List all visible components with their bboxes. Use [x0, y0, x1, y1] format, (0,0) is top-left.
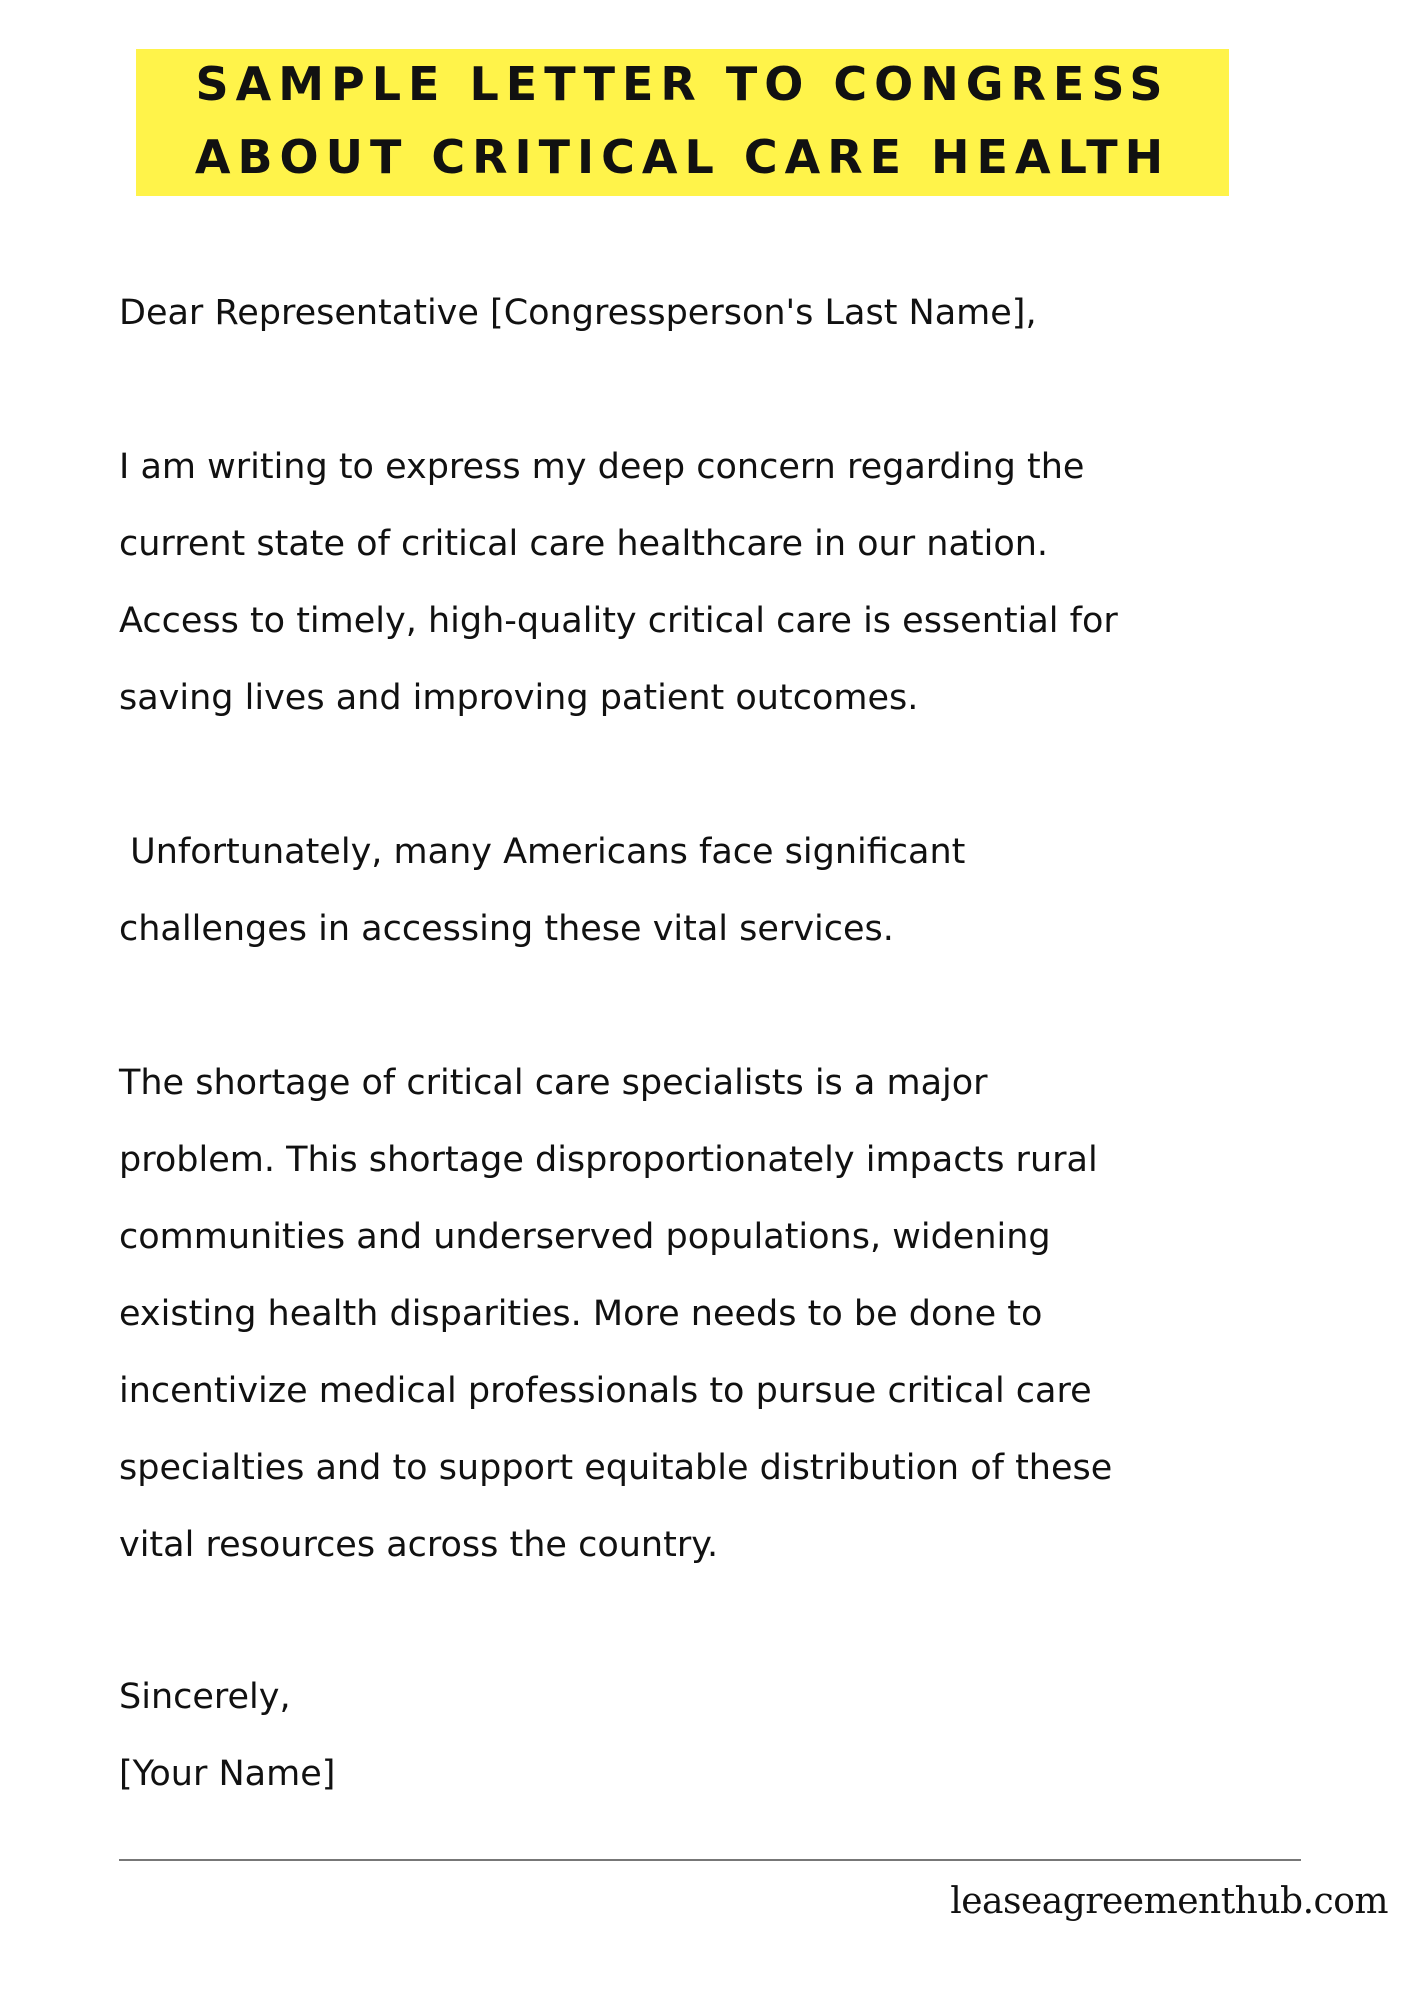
footer-website[interactable]: leaseagreementhub.com [950, 1881, 1388, 1922]
title-highlight [136, 49, 1229, 196]
paragraph-line: current state of critical care healthcare in our nation. [119, 524, 1049, 564]
paragraph-1 [119, 429, 1349, 737]
closing-text: Sincerely, [119, 1677, 291, 1717]
paragraph-3 [119, 1045, 1349, 1584]
title-line-1: SAMPLE LETTER TO CONGRESS [195, 57, 1170, 111]
paragraph-line: vital resources across the country. [119, 1525, 719, 1565]
title-line-2: ABOUT CRITICAL CARE HEALTH [194, 130, 1171, 184]
salutation [119, 275, 1349, 352]
paragraph-line: incentivize medical professionals to pursue critical care [119, 1371, 1092, 1411]
salutation-text: Dear Representative [Congressperson's Last Name], [119, 293, 1037, 333]
paragraph-line: specialties and to support equitable distribution of these [119, 1448, 1113, 1488]
paragraph-line: communities and underserved populations, widening [119, 1217, 1051, 1257]
paragraph-line: problem. This shortage disproportionately impacts rural [119, 1140, 1098, 1180]
paragraph-line: Access to timely, high-quality critical care is essential for [119, 601, 1118, 641]
footer-divider [119, 1859, 1301, 1861]
paragraph-line: The shortage of critical care specialists is a major [119, 1063, 988, 1103]
closing-block [119, 1659, 1349, 1813]
paragraph-line: existing health disparities. More needs to be done to [119, 1294, 1043, 1334]
signature-placeholder: [Your Name] [119, 1754, 336, 1794]
paragraph-line: saving lives and improving patient outcomes. [119, 678, 919, 718]
paragraph-line: I am writing to express my deep concern regarding the [119, 447, 1085, 487]
paragraph-line: Unfortunately, many Americans face significant [119, 832, 966, 872]
paragraph-2 [119, 814, 1349, 968]
paragraph-line: challenges in accessing these vital services. [119, 909, 894, 949]
